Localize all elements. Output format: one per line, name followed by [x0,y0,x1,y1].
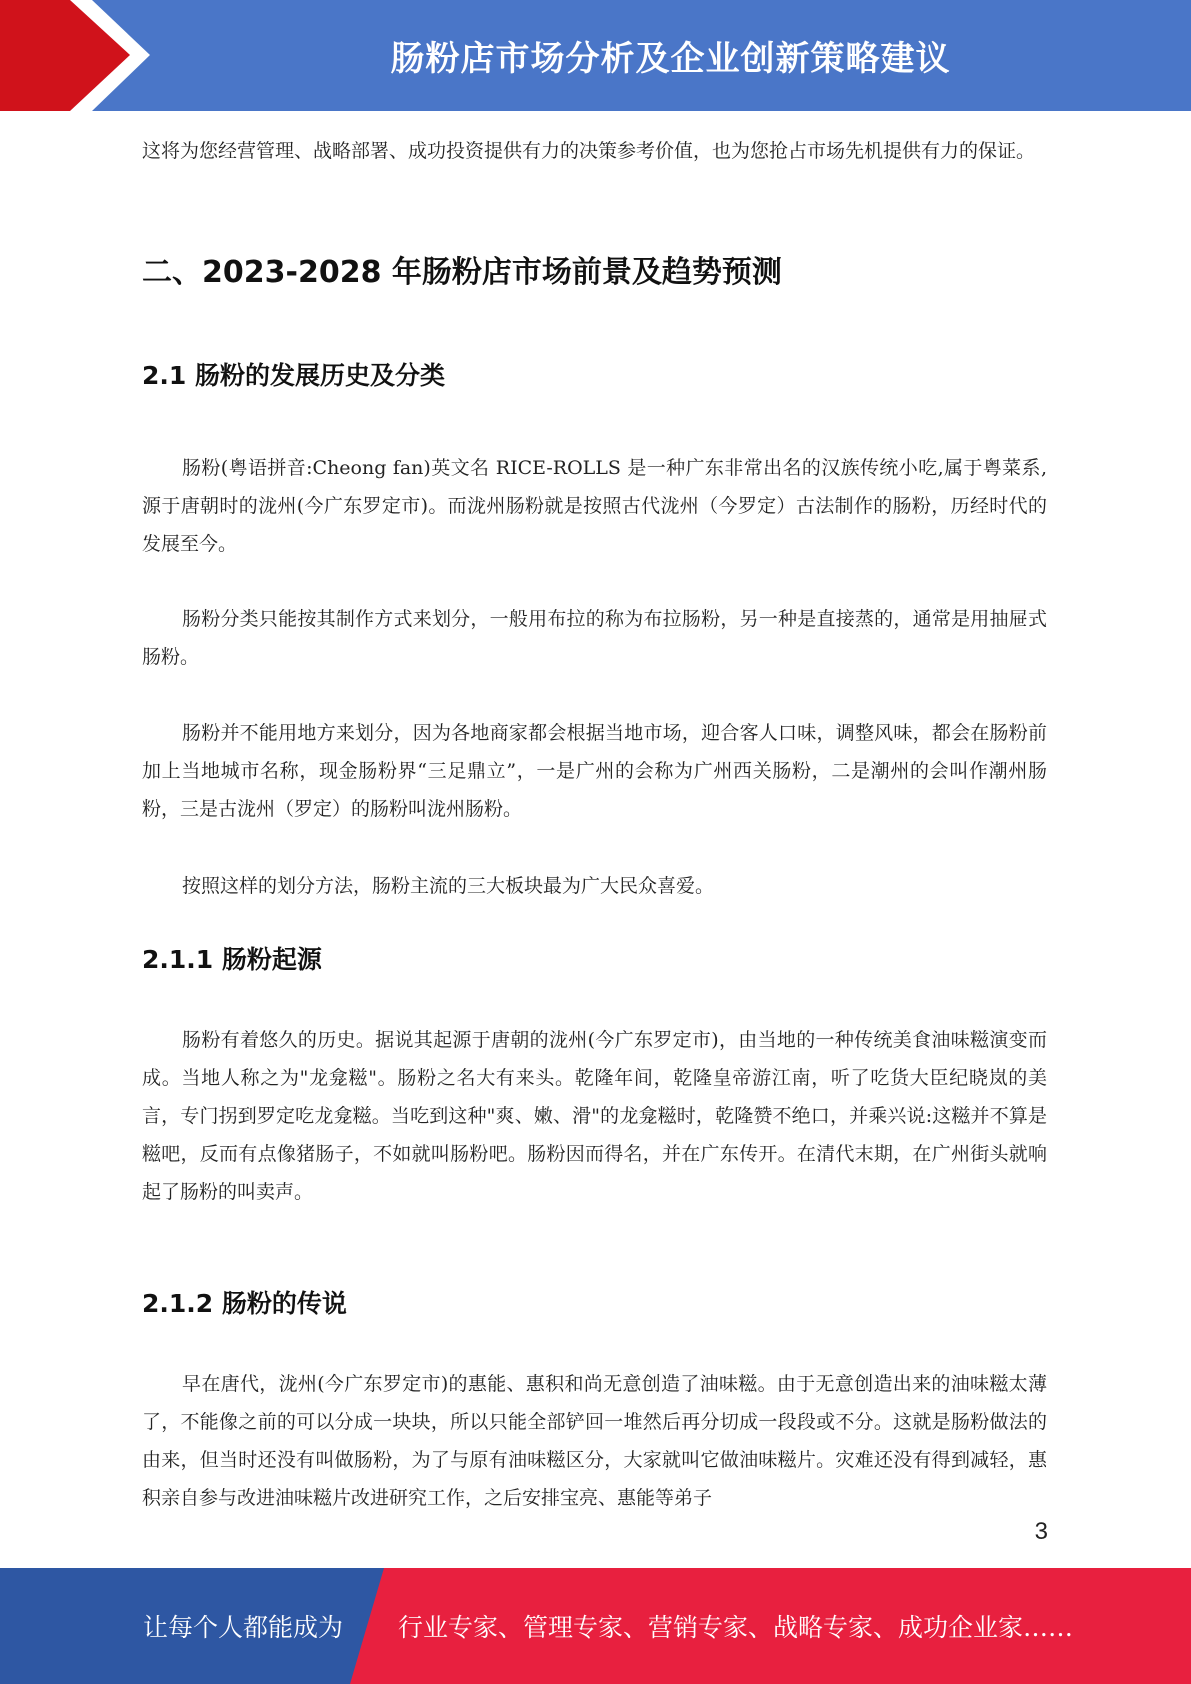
body-paragraph: 肠粉分类只能按其制作方式来划分，一般用布拉的称为布拉肠粉，另一种是直接蒸的，通常是用抽屉式肠粉。 [142,608,1047,668]
subsection-heading: 2.1.1 肠粉起源 [142,945,322,974]
header-title: 肠粉店市场分析及企业创新策略建议 [390,39,951,79]
body-paragraph: 按照这样的划分方法，肠粉主流的三大板块最为广大民众喜爱。 [182,875,715,897]
body-paragraph: 肠粉(粤语拼音:Cheong fan)英文名 RICE-ROLLS 是一种广东非常出名的汉族传统小吃,属于粤菜系,源于唐朝时的泷州(今广东罗定市)。而泷州肠粉就是按照古代泷州（今罗定）古法制作的肠粉，历经时代的发展至今。 [142,457,1047,555]
body-paragraph: 肠粉并不能用地方来划分，因为各地商家都会根据当地市场，迎合客人口味，调整风味，都会在肠粉前加上当地城市名称，现金肠粉界“三足鼎立”，一是广州的会称为广州西关肠粉，二是潮州的会叫作潮州肠粉，三是古泷州（罗定）的肠粉叫泷州肠粉。 [142,722,1047,820]
intro-paragraph: 这将为您经营管理、战略部署、成功投资提供有力的决策参考价值，也为您抢占市场先机提供有力的保证。 [142,140,1036,162]
header-arrow-decoration [0,0,160,111]
body-paragraph: 早在唐代，泷州(今广东罗定市)的惠能、惠积和尚无意创造了油味糍。由于无意创造出来的油味糍太薄了，不能像之前的可以分成一块块，所以只能全部铲回一堆然后再分切成一段段或不分。这就是肠粉做法的由来，但当时还没有叫做肠粉，为了与原有油味糍区分，大家就叫它做油味糍片。灾难还没有得到减轻，惠积亲自参与改进油味糍片改进研究工作，之后安排宝亮、惠能等弟子 [142,1373,1047,1509]
footer-slogan-right: 行业专家、管理专家、营销专家、战略专家、成功企业家…… [398,1613,1074,1642]
page-footer [0,1568,1191,1684]
page-number: 3 [1034,1518,1048,1545]
section-heading: 二、2023-2028 年肠粉店市场前景及趋势预测 [142,255,782,290]
subsection-heading: 2.1 肠粉的发展历史及分类 [142,361,445,390]
page-header [0,0,1191,111]
subsection-heading: 2.1.2 肠粉的传说 [142,1289,347,1318]
body-paragraph: 肠粉有着悠久的历史。据说其起源于唐朝的泷州(今广东罗定市)，由当地的一种传统美食油味糍演变而成。当地人称之为"龙龛糍"。肠粉之名大有来头。乾隆年间，乾隆皇帝游江南，听了吃货大臣纪晓岚的美言，专门拐到罗定吃龙龛糍。当吃到这种"爽、嫩、滑"的龙龛糍时，乾隆赞不绝口，并乘兴说:这糍并不算是糍吧，反而有点像猪肠子，不如就叫肠粉吧。肠粉因而得名，并在广东传开。在清代末期，在广州街头就响起了肠粉的叫卖声。 [142,1029,1047,1203]
footer-slogan-left: 让每个人都能成为 [143,1613,344,1642]
